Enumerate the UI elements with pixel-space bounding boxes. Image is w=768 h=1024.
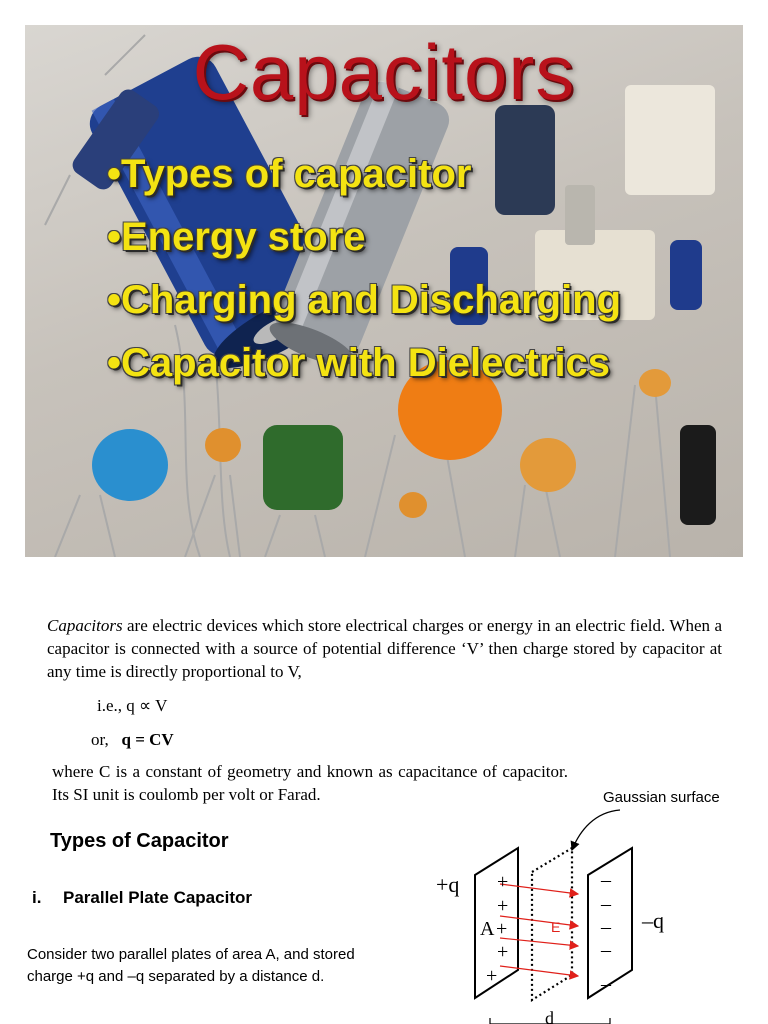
topic-item: •Capacitor with Dielectrics bbox=[107, 341, 611, 385]
banner-title: Capacitors bbox=[192, 28, 576, 116]
positive-charge-label: +q bbox=[436, 872, 460, 897]
topic-list bbox=[107, 143, 621, 395]
plus-sign: + bbox=[486, 965, 498, 987]
plus-sign: + bbox=[496, 918, 508, 940]
plus-sign: + bbox=[497, 871, 509, 893]
proportionality-formula: i.e., q ∝ V bbox=[97, 696, 168, 715]
minus-sign: – bbox=[601, 869, 611, 891]
minus-sign: – bbox=[601, 916, 611, 938]
gaussian-pointer-arrow bbox=[572, 810, 620, 850]
subsection-heading bbox=[32, 888, 252, 908]
topic-item: •Charging and Discharging bbox=[107, 278, 622, 322]
parallel-plate-diagram bbox=[420, 780, 760, 1024]
gaussian-surface-label: Gaussian surface bbox=[603, 789, 720, 806]
description-paragraph: Consider two parallel plates of area A, and stored charge +q and –q separated by a distance d. bbox=[27, 946, 355, 985]
definition-paragraph: where C is a constant of geometry and known as capacitance of capacitor. Its SI unit is coulomb per volt or Farad. bbox=[52, 762, 568, 804]
formula-prefix: or, bbox=[91, 730, 122, 749]
intro-term: Capacitors bbox=[47, 616, 123, 635]
intro-text: are electric devices which store electrical charges or energy in an electric field. When a capacitor is connected with a source of potential difference ‘V’ then charge stored by capacitor at any time is directly proportional to V, bbox=[47, 616, 722, 681]
minus-sign: – bbox=[601, 893, 611, 915]
topic-item: •Types of capacitor bbox=[107, 152, 472, 196]
area-label: A bbox=[480, 918, 495, 940]
capacitance-formula bbox=[91, 730, 174, 750]
minus-sign: – bbox=[601, 939, 611, 961]
field-label: E bbox=[551, 919, 561, 935]
formula-bold: q = CV bbox=[121, 730, 174, 749]
subsection-title: Parallel Plate Capacitor bbox=[63, 888, 252, 907]
distance-label: d bbox=[545, 1008, 554, 1024]
negative-charge-label: –q bbox=[642, 908, 664, 933]
intro-paragraph bbox=[47, 614, 722, 683]
plus-sign: + bbox=[497, 895, 509, 917]
minus-sign: – bbox=[601, 973, 611, 995]
title-banner bbox=[25, 25, 743, 557]
plus-sign: + bbox=[497, 941, 509, 963]
section-heading: Types of Capacitor bbox=[50, 830, 229, 852]
topic-item: •Energy store bbox=[107, 215, 366, 259]
subsection-number: i. bbox=[32, 888, 42, 907]
